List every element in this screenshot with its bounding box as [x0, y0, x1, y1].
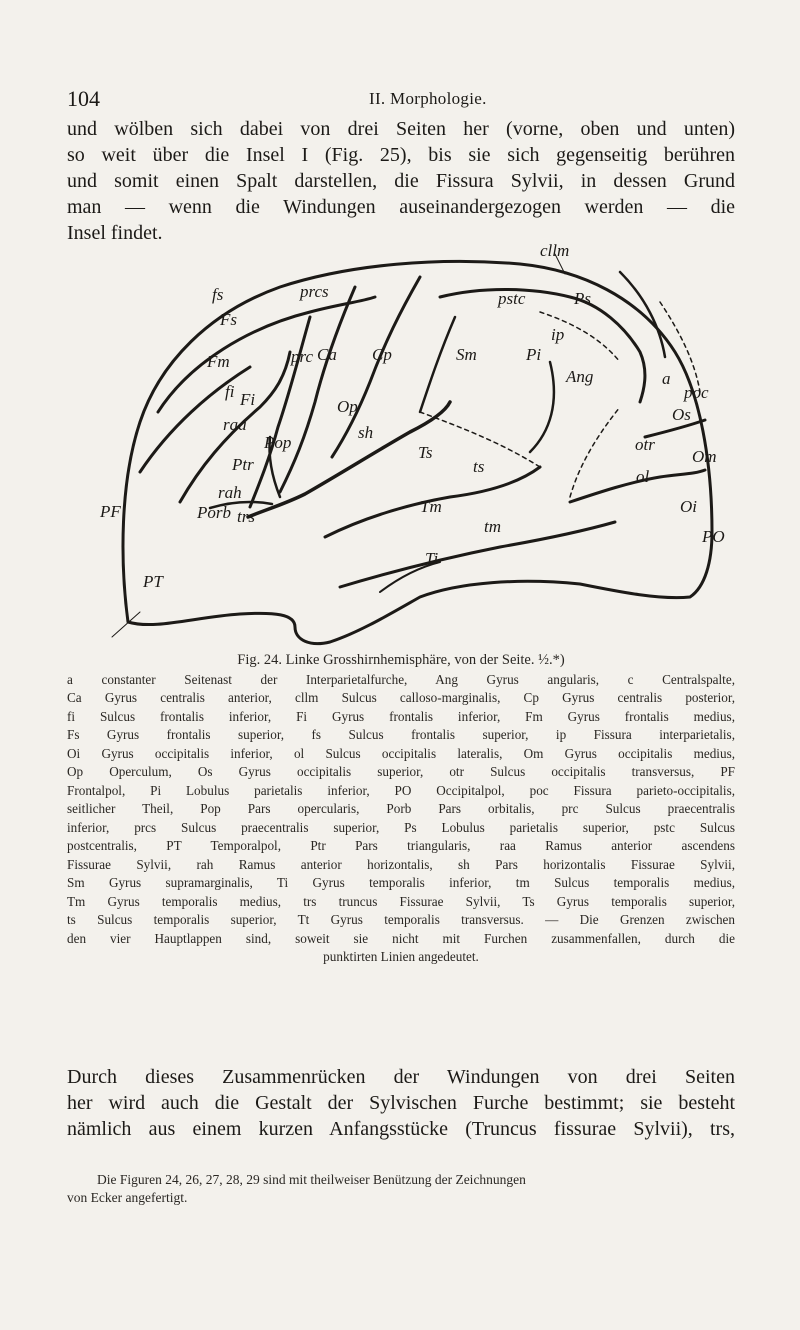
label-fs: fs — [212, 285, 224, 304]
label-rah: rah — [218, 483, 242, 502]
footnote-line: Die Figuren 24, 26, 27, 28, 29 sind mit theilweiser Benützung der Zeichnungen — [97, 1172, 526, 1187]
text-line: und wölben sich dabei von drei Seiten her (vorne, oben und unten) — [67, 118, 735, 140]
page-number: 104 — [67, 86, 100, 111]
caption-line: Op Operculum, Os Gyrus occipitalis superior, otr Sulcus occipitalis transversus, PF — [67, 764, 735, 779]
label-Ts: Ts — [418, 443, 433, 462]
label-tm: tm — [484, 517, 501, 536]
text-line: nämlich aus einem kurzen Anfangsstücke (Truncus fissurae Sylvii), trs, — [67, 1118, 735, 1140]
caption-line: a constanter Seitenast der Interparietalfurche, Ang Gyrus angularis, c Centralspalte, — [67, 671, 735, 687]
label-otr: otr — [635, 435, 655, 454]
caption-line: seitlicher Theil, Pop Pars opercularis, Porb Pars orbitalis, prc Sulcus praecentralis — [67, 801, 735, 816]
label-Ti: Ti — [425, 549, 439, 568]
footnote — [67, 1171, 735, 1207]
label-PF: PF — [100, 502, 121, 521]
caption-line: Ca Gyrus centralis anterior, cllm Sulcus calloso-marginalis, Cp Gyrus centralis posterior, — [67, 690, 735, 705]
lobe-boundary — [570, 407, 620, 497]
caption-line: Fs Gyrus frontalis superior, fs Sulcus frontalis superior, ip Fissura interparietalis, — [67, 727, 735, 742]
label-Ang: Ang — [566, 367, 594, 386]
sulcus-line — [420, 317, 455, 412]
caption-line: Frontalpol, Pi Lobulus parietalis inferior, PO Occipitalpol, poc Fissura parieto-occipitalis, — [67, 782, 735, 798]
label-pstc: pstc — [498, 289, 526, 308]
label-Fs: Fs — [220, 310, 237, 329]
caption-line: Sm Gyrus supramarginalis, Ti Gyrus temporalis inferior, tm Sulcus temporalis medius, — [67, 875, 735, 890]
label-prc: prc — [291, 347, 314, 366]
label-a: a — [662, 369, 671, 388]
label-ol: ol — [636, 467, 650, 486]
caption-line: Tm Gyrus temporalis medius, trs truncus Fissurae Sylvii, Ts Gyrus temporalis superior, — [67, 893, 735, 909]
caption-title: Fig. 24. Linke Grosshirnhemisphäre, von der Seite. ½.*) — [237, 652, 565, 668]
page-header — [67, 86, 733, 112]
text-line: man — wenn die Windungen auseinandergezogen werden — die — [67, 196, 735, 218]
paragraph-top — [67, 116, 735, 246]
label-Ptr: Ptr — [232, 455, 254, 474]
caption-line: inferior, prcs Sulcus praecentralis superior, Ps Lobulus parietalis superior, pstc Sulcus — [67, 819, 735, 835]
caption-line: Fissurae Sylvii, rah Ramus anterior horizontalis, sh Pars horizontalis Fissurae Sylvii, — [67, 856, 735, 872]
label-trs: trs — [237, 507, 255, 526]
running-head: II. Morphologie. — [369, 89, 487, 108]
label-Fi: Fi — [240, 390, 256, 409]
text-line: Insel findet. — [67, 222, 163, 244]
text-line: und somit einen Spalt darstellen, die Fissura Sylvii, in dessen Grund — [67, 170, 735, 192]
sulcus-line — [250, 317, 310, 507]
text-line: so weit über die Insel I (Fig. 25), bis sie sich gegenseitig berühren — [67, 144, 735, 166]
label-cllm: cllm — [540, 241, 570, 260]
caption-line: ts Sulcus temporalis superior, Tt Gyrus temporalis transversus. — Die Grenzen zwischen — [67, 912, 735, 927]
label-Ps: Ps — [574, 289, 591, 308]
label-Cp: Cp — [372, 345, 392, 364]
label-PO: PO — [702, 527, 725, 546]
label-fi: fi — [225, 382, 235, 401]
figure-caption — [67, 651, 735, 967]
label-Op: Op — [337, 397, 358, 416]
label-Pi: Pi — [526, 345, 542, 364]
caption-line: den vier Hauptlappen sind, soweit sie nicht mit Furchen zusammenfallen, durch die — [67, 930, 735, 946]
label-Sm: Sm — [456, 345, 477, 364]
label-ip: ip — [551, 325, 565, 344]
label-Fm: Fm — [207, 352, 230, 371]
footnote-line: von Ecker angefertigt. — [67, 1190, 188, 1205]
label-sh: sh — [358, 423, 374, 442]
text-line: her wird auch die Gestalt der Sylvischen Furche bestimmt; sie besteht — [67, 1092, 735, 1114]
caption-line: Oi Gyrus occipitalis inferior, ol Sulcus occipitalis lateralis, Om Gyrus occipitalis medius, — [67, 745, 735, 761]
caption-line: punktirten Linien angedeutet. — [323, 949, 479, 964]
label-Tm: Tm — [420, 497, 442, 516]
label-Pop: Pop — [264, 433, 292, 452]
paragraph-bottom — [67, 1064, 735, 1142]
label-prcs: prcs — [300, 282, 329, 301]
label-Porb: Porb — [197, 503, 231, 522]
brain-hemisphere-figure — [100, 241, 725, 647]
label-PT: PT — [143, 572, 163, 591]
caption-line: postcentralis, PT Temporalpol, Ptr Pars triangularis, raa Ramus anterior ascendens — [67, 838, 735, 853]
sulcus-line — [530, 362, 554, 452]
label-Oi: Oi — [680, 497, 697, 516]
label-raa: raa — [223, 415, 247, 434]
label-ts: ts — [473, 457, 485, 476]
label-Om: Om — [692, 447, 717, 466]
brain-diagram — [100, 241, 725, 647]
sulcus-line — [340, 522, 615, 587]
caption-line: fi Sulcus frontalis inferior, Fi Gyrus frontalis inferior, Fm Gyrus frontalis medius, — [67, 708, 735, 724]
label-Os: Os — [672, 405, 691, 424]
label-Ca: Ca — [317, 345, 337, 364]
label-poc: poc — [684, 383, 709, 402]
text-line: Durch dieses Zusammenrücken der Windungen von drei Seiten — [67, 1066, 735, 1088]
